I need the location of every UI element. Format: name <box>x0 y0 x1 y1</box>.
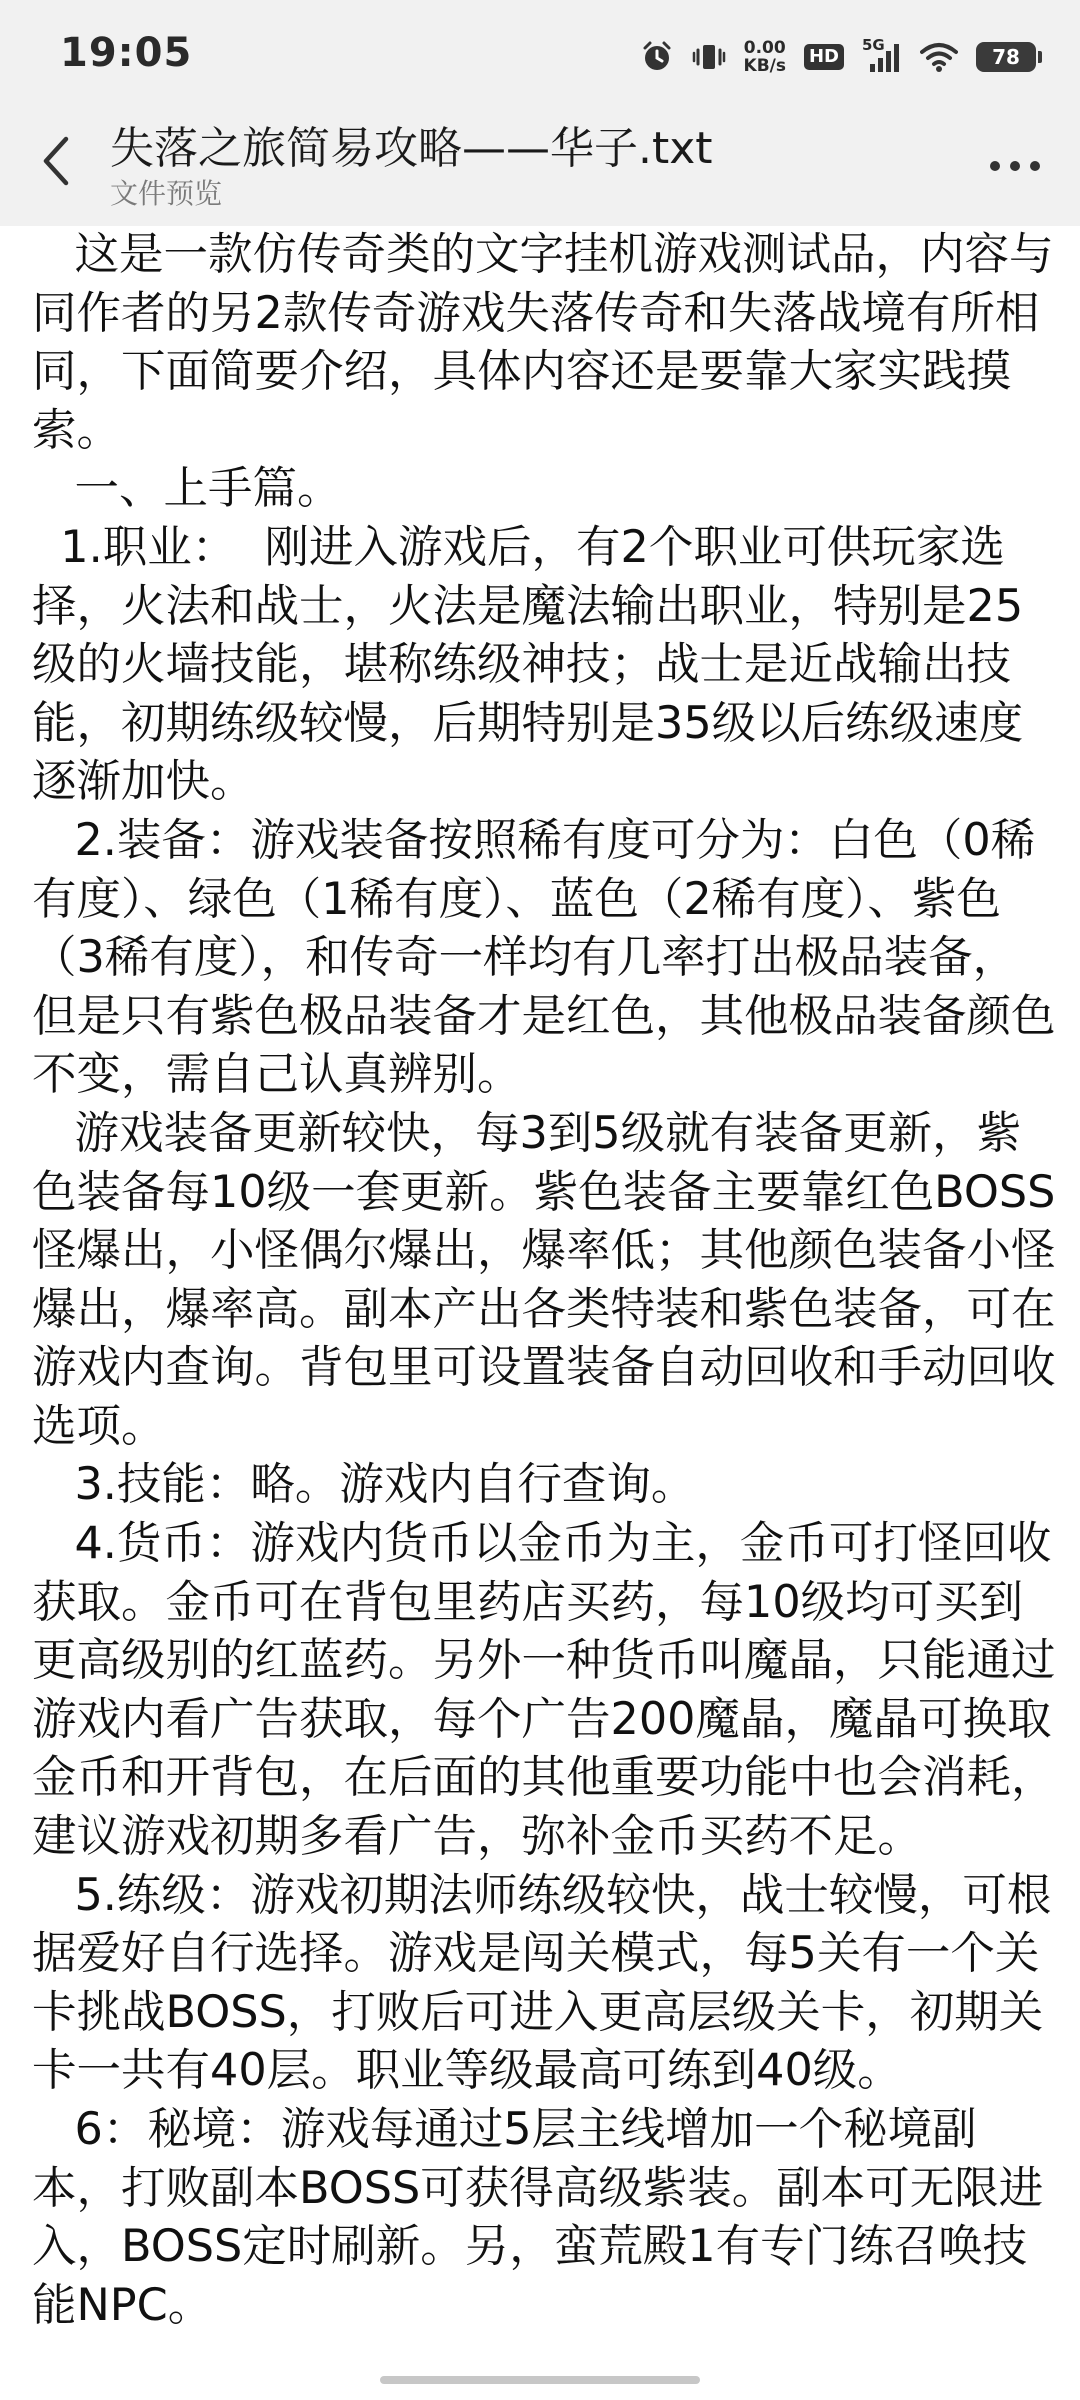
net-speed-value: 0.00 <box>743 38 786 58</box>
net-speed-unit: KB/s <box>743 56 786 76</box>
status-icons <box>640 34 1036 80</box>
alarm-icon <box>640 40 674 74</box>
signal-5g-icon <box>862 36 902 74</box>
battery-icon <box>976 42 1036 72</box>
wifi-icon <box>920 42 958 72</box>
net-speed <box>744 39 786 75</box>
document-preview[interactable] <box>0 226 1080 2400</box>
status-time: 19:05 <box>60 30 193 76</box>
signal-label: 5G <box>862 36 885 54</box>
document-text: 这是一款仿传奇类的文字挂机游戏测试品，内容与同作者的另2款传奇游戏失落传奇和失落战境有所相同，下面简要介绍，具体内容还是要靠大家实践摸索。 一、上手篇。 1.职业： 刚进入游戏后，有2个职业可供玩家选择，火法和战士，火法是魔法输出职业，特别是25级的火墙技能，堪称练级神技；战士是近战输出技能，初期练级较慢，后期特别是35级以后练级速度逐渐加快。 2.装备：游戏装备按照稀有度可分为：白色（0稀有度）、绿色（1稀有度）、蓝色（2稀有度）、紫色（3稀有度），和传奇一样均有几率打出极品装备，但是只有紫色极品装备才是红色，其他极品装备颜色不变，需自己认真辨别。 游戏装备更新较快，每3到5级就有装备更新，紫色装备每10级一套更新。紫色装备主要靠红色BOSS怪爆出，小怪偶尔爆出，爆率低；其他颜色装备小怪爆出，爆率高。副本产出各类特装和紫色装备，可在游戏内查询。背包里可设置装备自动回收和手动回收选项。 3.技能：略。游戏内自行查询。 4.货币：游戏内货币以金币为主，金币可打怪回收获取。金币可在背包里药店买药，每10级均可买到更高级别的红蓝药。另外一种货币叫魔晶，只能通过游戏内看广告获取，每个广告200魔晶，魔晶可换取金币和开背包，在后面的其他重要功能中也会消耗，建议游戏初期多看广告，弥补金币买药不足。 5.练级：游戏初期法师练级较快，战士较慢，可根据爱好自行选择。游戏是闯关模式，每5关有一个关卡挑战BOSS，打败后可进入更高层级关卡，初期关卡一共有40层。职业等级最高可练到40级。 6：秘境：游戏每通过5层主线增加一个秘境副本，打败副本BOSS可获得高级紫装。副本可无限进入，BOSS定时刷新。另，蛮荒殿1有专门练召唤技能NPC。 <box>32 229 1056 2331</box>
battery-level: 78 <box>992 45 1020 69</box>
back-button[interactable] <box>28 126 84 196</box>
page-title: 失落之旅简易攻略——华子.txt <box>110 123 713 174</box>
chevron-left-icon <box>36 133 76 189</box>
hd-icon: HD <box>804 44 844 70</box>
page-subtitle: 文件预览 <box>110 177 223 210</box>
vibrate-icon <box>692 40 726 74</box>
top-bar <box>0 0 1080 226</box>
status-bar <box>0 0 1080 110</box>
app-header <box>0 110 1080 226</box>
more-button[interactable] <box>980 136 1050 196</box>
home-indicator[interactable] <box>380 2376 700 2384</box>
more-icon <box>987 158 1043 174</box>
